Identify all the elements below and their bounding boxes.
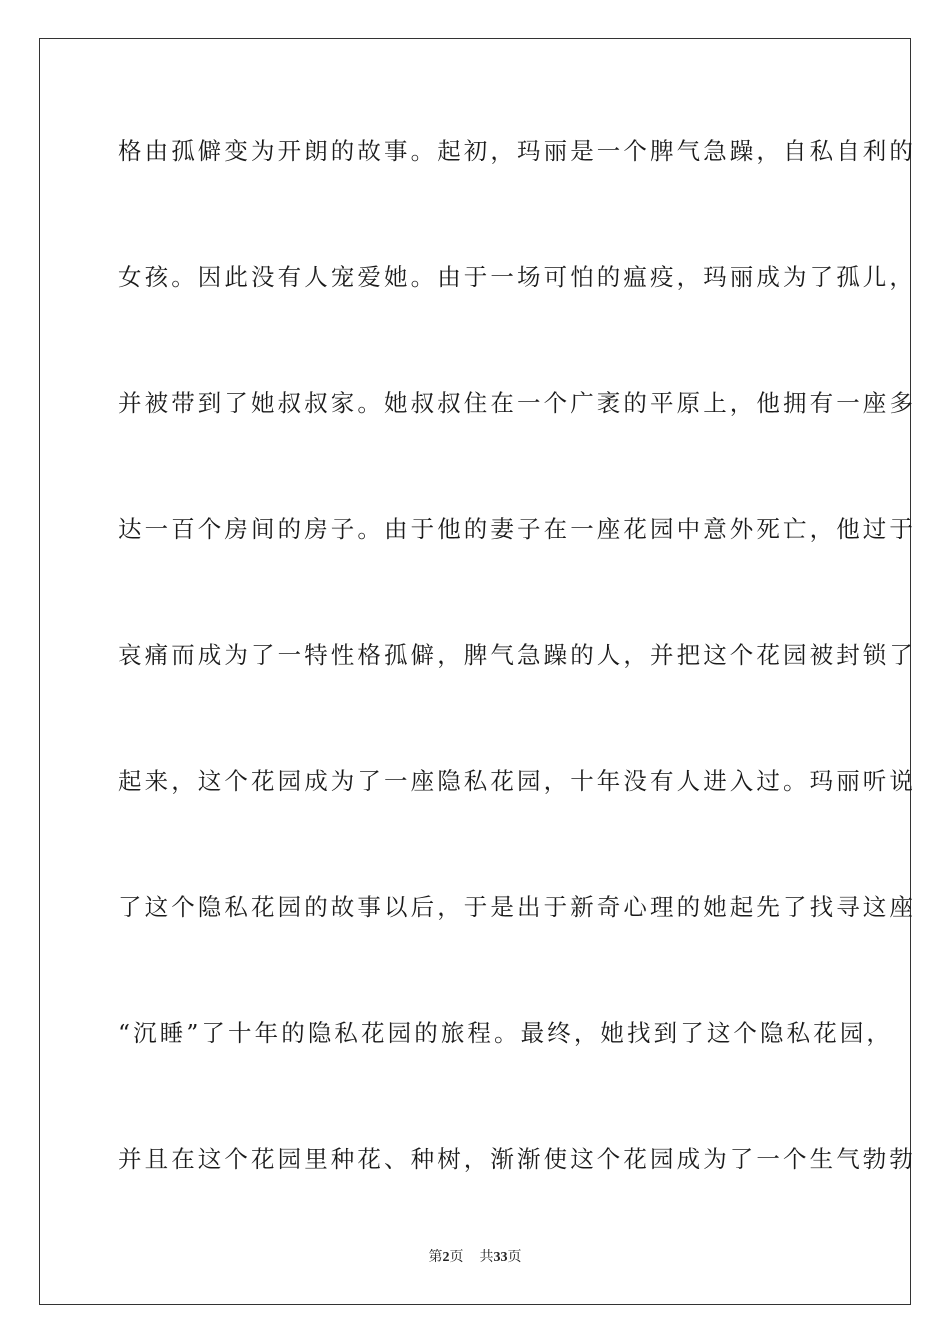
page-total: 33	[493, 1250, 508, 1265]
text-line-8: “沉睡”了十年的隐私花园的旅程。最终，她找到了这个隐私花园，	[118, 1019, 894, 1047]
page-footer	[0, 1246, 950, 1266]
total-suffix: 页	[507, 1249, 522, 1265]
body-text	[118, 128, 916, 1262]
text-line-6: 起来，这个花园成为了一座隐私花园，十年没有人进入过。玛丽听说	[118, 767, 916, 795]
text-line-9: 并且在这个花园里种花、种树，渐渐使这个花园成为了一个生气勃勃	[118, 1145, 916, 1173]
page-suffix: 页	[449, 1249, 464, 1265]
page-prefix: 第	[428, 1249, 443, 1265]
text-line-7: 了这个隐私花园的故事以后，于是出于新奇心理的她起先了找寻这座	[118, 893, 916, 921]
page-current: 2	[442, 1250, 450, 1265]
text-line-1: 格由孤僻变为开朗的故事。起初，玛丽是一个脾气急躁，自私自利的	[118, 137, 916, 165]
text-line-4: 达一百个房间的房子。由于他的妻子在一座花园中意外死亡，他过于	[118, 515, 916, 543]
text-line-2: 女孩。因此没有人宠爱她。由于一场可怕的瘟疫，玛丽成为了孤儿，	[118, 263, 916, 291]
text-line-3: 并被带到了她叔叔家。她叔叔住在一个广袤的平原上，他拥有一座多	[118, 389, 916, 417]
text-line-5: 哀痛而成为了一特性格孤僻，脾气急躁的人，并把这个花园被封锁了	[118, 641, 916, 669]
total-prefix: 共	[479, 1249, 494, 1265]
